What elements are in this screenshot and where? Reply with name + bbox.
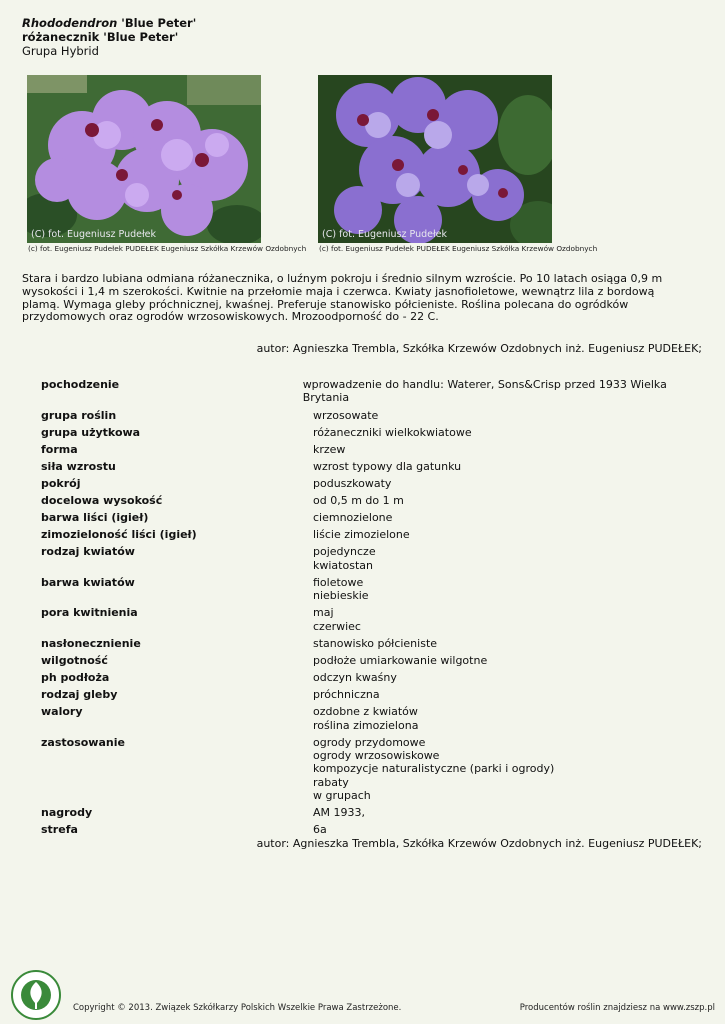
property-label: nagrody (41, 806, 93, 820)
plant-title-block (22, 16, 196, 58)
property-value: w grupach (313, 789, 371, 803)
property-values (313, 511, 392, 524)
property-values (313, 736, 554, 803)
property-value: ciemnozielone (313, 511, 393, 525)
property-label: siła wzrostu (41, 459, 116, 473)
property-label: grupa użytkowa (41, 425, 141, 439)
property-values (313, 823, 327, 836)
property-row (41, 637, 701, 650)
property-values (313, 637, 437, 650)
property-values (313, 688, 380, 701)
latin-cultivar: 'Blue Peter' (117, 16, 197, 30)
property-value: pojedyncze (313, 545, 376, 559)
property-value: wprowadzenie do handlu: Waterer, Sons&Crisp przed 1933 Wielka Brytania (302, 378, 667, 405)
zszp-logo (11, 970, 61, 1020)
property-row (41, 443, 701, 456)
property-value: podłoże umiarkowanie wilgotne (313, 653, 488, 667)
property-values (313, 494, 404, 507)
properties-table (41, 378, 701, 841)
property-label: strefa (41, 823, 78, 837)
property-label: zimozieloność liści (igieł) (41, 528, 197, 542)
property-label: wilgotność (41, 653, 108, 667)
property-value: próchniczna (313, 688, 380, 702)
property-values (313, 576, 369, 603)
property-row (41, 705, 701, 732)
property-row (41, 477, 701, 490)
property-value: stanowisko półcieniste (313, 636, 438, 650)
photo-2-watermark: (C) fot. Eugeniusz Pudełek (322, 229, 448, 240)
property-row (41, 545, 701, 572)
property-values (313, 528, 410, 541)
property-values (313, 409, 378, 422)
property-values (313, 654, 487, 667)
property-value: poduszkowaty (313, 476, 392, 490)
property-values (313, 606, 361, 633)
latin-name (22, 16, 196, 30)
property-value: maj (313, 606, 334, 620)
property-label: barwa liści (igieł) (41, 511, 149, 525)
property-row (41, 606, 701, 633)
property-label: nasłonecznienie (41, 636, 141, 650)
property-label: forma (41, 442, 78, 456)
property-value: rabaty (313, 775, 349, 789)
polish-name: różanecznik 'Blue Peter' (22, 30, 179, 44)
author-line-bottom: autor: Agnieszka Trembla, Szkółka Krzewów Ozdobnych inż. Eugeniusz PUDEŁEK; (256, 837, 702, 850)
photo-1-watermark: (C) fot. Eugeniusz Pudełek (31, 229, 157, 240)
property-value: ozdobne z kwiatów (313, 705, 418, 719)
property-values (313, 460, 461, 473)
plant-photo-1 (27, 75, 261, 243)
property-label: grupa roślin (41, 408, 117, 422)
property-label: pochodzenie (41, 378, 120, 391)
property-label: zastosowanie (41, 735, 125, 749)
property-row (41, 671, 701, 684)
property-value: wzrost typowy dla gatunku (313, 459, 462, 473)
property-label: ph podłoża (41, 670, 110, 684)
property-row (41, 511, 701, 524)
property-value: AM 1933, (313, 806, 366, 820)
property-label: rodzaj kwiatów (41, 545, 135, 559)
photo-2-caption: (c) fot. Eugeniusz Pudełek PUDEŁEK Eugeniusz Szkółka Krzewów Ozdobnych (319, 244, 598, 253)
property-row (41, 528, 701, 541)
property-label: barwa kwiatów (41, 575, 135, 589)
property-row (41, 409, 701, 422)
property-values (313, 443, 345, 456)
property-value: ogrody przydomowe (313, 735, 426, 749)
property-values (313, 545, 376, 572)
plant-group: Grupa Hybrid (22, 44, 99, 58)
property-value: krzew (313, 442, 346, 456)
property-row (41, 736, 701, 803)
property-values (313, 671, 397, 684)
property-value: od 0,5 m do 1 m (313, 493, 404, 507)
producers-link[interactable]: Producentów roślin znajdziesz na www.zszp.pl (519, 1003, 715, 1013)
property-row (41, 576, 701, 603)
property-row (41, 378, 701, 405)
property-value: czerwiec (313, 619, 361, 633)
property-values (313, 477, 391, 490)
property-values (313, 426, 472, 439)
author-line-top: autor: Agnieszka Trembla, Szkółka Krzewów Ozdobnych inż. Eugeniusz PUDEŁEK; (256, 342, 702, 355)
property-label: pora kwitnienia (41, 606, 138, 620)
plant-photo-2 (318, 75, 552, 243)
property-values (303, 378, 701, 405)
property-values (313, 806, 365, 819)
property-label: walory (41, 705, 83, 719)
property-value: kompozycje naturalistyczne (parki i ogrody) (313, 762, 555, 776)
property-row (41, 426, 701, 439)
latin-genus: Rhododendron (22, 16, 118, 30)
property-value: różaneczniki wielkokwiatowe (313, 425, 472, 439)
copyright-text: Copyright © 2013. Związek Szkółkarzy Polskich Wszelkie Prawa Zastrzeżone. (73, 1003, 402, 1013)
photo-1-caption: (c) fot. Eugeniusz Pudełek PUDEŁEK Eugeniusz Szkółka Krzewów Ozdobnych (28, 244, 307, 253)
property-row (41, 460, 701, 473)
property-value: ogrody wrzosowiskowe (313, 749, 440, 763)
property-row (41, 823, 701, 836)
property-value: fioletowe (313, 575, 364, 589)
plant-description: Stara i bardzo lubiana odmiana różanecznika, o luźnym pokroju i średnio silnym wzroście. Po 10 latach osiąga 0,9 m wysokości i 1,4 m szerokości. Kwitnie na przełomie maja i czerwca. Kwiaty jasnofioletowe, wewnątrz lila z bordową plamą. Wymaga gleby próchnicznej, kwaśnej. Preferuje stanowisko półcieniste. Roślina polecana do ogródków przydomowych oraz ogrodów wrzosowiskowych. Mrozoodporność do - 22 C. (22, 272, 663, 324)
property-value: wrzosowate (313, 408, 379, 422)
property-row (41, 688, 701, 701)
property-values (313, 705, 418, 732)
property-value: liście zimozielone (313, 528, 410, 542)
property-label: docelowa wysokość (41, 493, 163, 507)
property-value: 6a (313, 823, 327, 837)
property-value: roślina zimozielona (313, 718, 419, 732)
property-value: niebieskie (313, 589, 369, 603)
property-row (41, 806, 701, 819)
property-label: rodzaj gleby (41, 688, 118, 702)
property-label: pokrój (41, 476, 81, 490)
property-value: kwiatostan (313, 558, 373, 572)
property-value: odczyn kwaśny (313, 670, 397, 684)
property-row (41, 494, 701, 507)
property-row (41, 654, 701, 667)
